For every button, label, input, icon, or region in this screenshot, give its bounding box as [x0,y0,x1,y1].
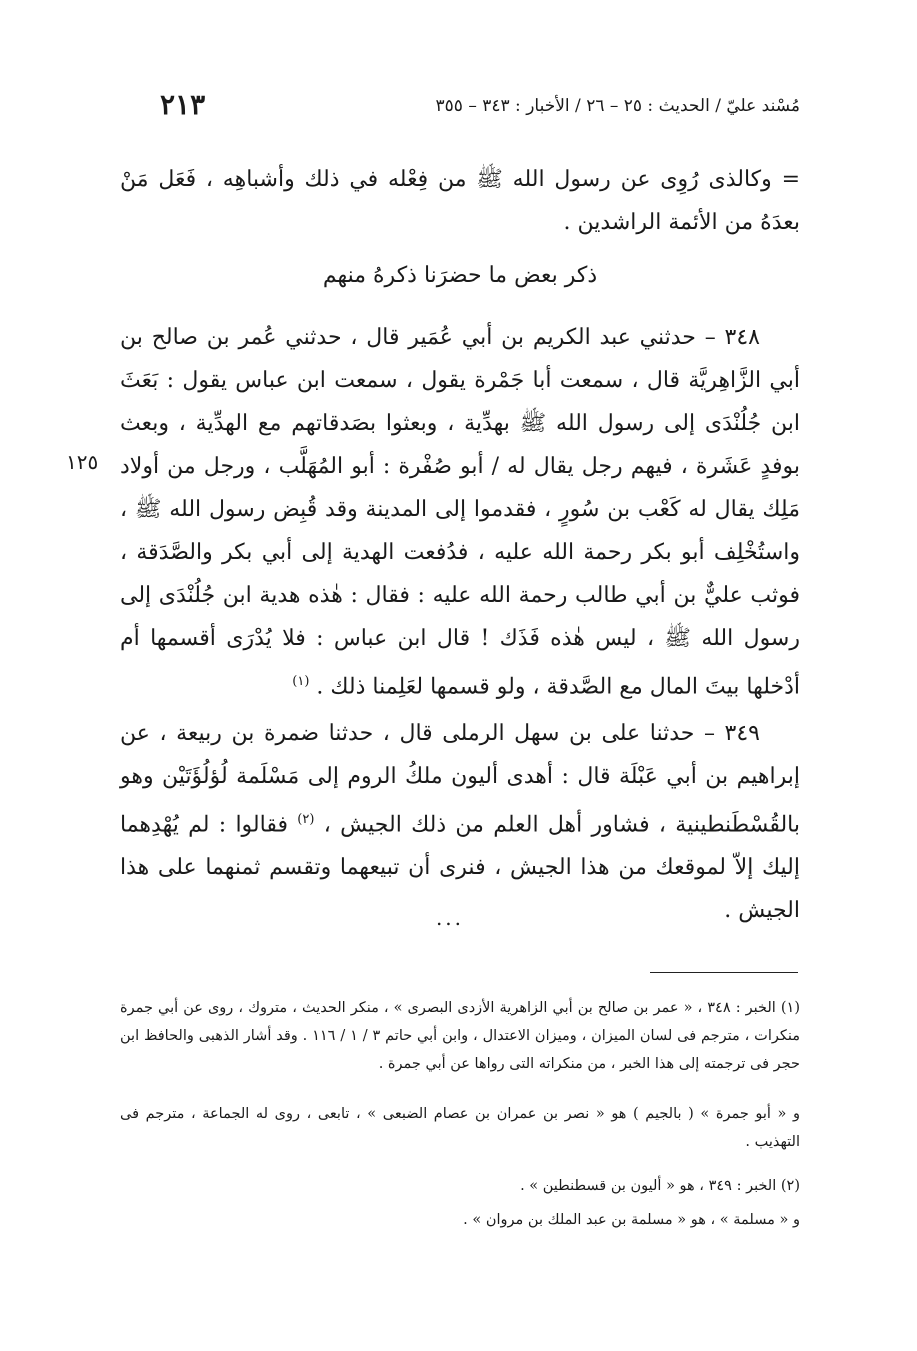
footnote-2-continued [120,1206,800,1234]
footnote-ref-2: (٢) [297,812,315,827]
footnote-2 [120,1172,800,1200]
footnote-1 [120,994,800,1078]
hadith-349 [120,712,800,932]
page-number: ٢١٣ [160,88,206,121]
section-separator: ... [435,906,465,930]
footnote-1-text: (١) الخبر : ٣٤٨ ، « عمر بن صالح بن أبي الزاهرية الأزدى البصرى » ، منكر الحديث ، متروك ، روى عن أبي جمرة منكرات ، مترجم فى لسان الميزان ، وميزان الاعتدال ، وابن أبي حاتم ٣ / ١ / ١١٦ . وقد أشار الذهبى والحافظ ابن حجر فى ترجمته إلى هذا الخبر ، من منكراته التى رواها عن أبي جمرة . [120,1000,801,1072]
footnote-divider [650,972,798,973]
running-title: مُسْند عليّ / الحديث : ٢٥ – ٢٦ / الأخبار : ٣٤٣ – ٣٥٥ [435,96,800,116]
footnote-1-extra: و « أبو جمرة » ( بالجيم ) هو « نصر بن عمران بن عصام الضبعى » ، تابعى ، روى له الجماعة ، مترجم فى التهذيب . [120,1106,800,1150]
footnote-2-extra: و « مسلمة » ، هو « مسلمة بن عبد الملك بن مروان » . [463,1212,800,1228]
continuation-paragraph: = وكالذى رُوِى عن رسول الله ﷺ من فِعْله في ذلك وأشباهِه ، فَعَل مَنْ بعدَهُ من الأئمة الراشدين . [120,167,800,235]
hadith-348 [120,316,800,708]
page-header [120,88,800,128]
margin-page-number: ١٢٥ [66,450,99,474]
section-heading: ذكر بعض ما حضرَنا ذكرهُ منهم [322,263,598,288]
footnote-ref-1: (١) [292,674,310,689]
hadith-348-text: ٣٤٨ – حدثني عبد الكريم بن أبي عُمَير قال ، حدثني عُمر بن صالح بن أبي الزَّاهِريَّة قال ، سمعت أبا جَمْرة يقول ، سمعت ابن عباس يقول : بَعَثَ ابن جُلُنْدَى إلى رسول الله ﷺ بهدِّية ، وبعثوا بصَدقاتهم مع الهدِّية ، وبعث بوفدٍ عَشَرة ، فيهم رجل يقال له / أبو صُفْرة : أبو المُهَلَّب ، ورجل من أولاد مَلِك يقال له كَعْب بن سُورٍ ، فقدموا إلى المدينة وقد قُبِض رسول الله ﷺ ، واستُخْلِف أبو بكر رحمة الله عليه ، فدُفعت الهدية إلى أبي بكر والصَّدَقة ، فوثب عليٌّ بن أبي طالب رحمة الله عليه : فقال : هٰذه هدية ابن جُلُنْدَى إلى رسول الله ﷺ ، ليس هٰذه فَذَك ! قال ابن عباس : فلا يُدْرَى أقسمها أم أدْخلها بيتَ المال مع الصَّدقة ، ولو قسمها لعَلِمنا ذلك . [120,325,800,700]
hadith-349-text-a: ٣٤٩ – حدثنا على بن سهل الرملى قال ، حدثنا ضمرة بن ربيعة ، عن إبراهيم بن أبي عَبْلَة قال : أهدى أليون ملكُ الروم إلى مَسْلَمة لُؤلُؤَتَيْن وهو بالقُسْطَنطينية ، فشاور أهل العلم من ذلك الجيش ، [120,721,801,838]
footnote-2-text: (٢) الخبر : ٣٤٩ ، هو « أليون بن قسطنطين » . [520,1178,800,1194]
footnote-1-continued [120,1100,800,1156]
hadith-349-text-b: فقالوا : لم يُهْدِهما إليك إلاّ لموقعك من هذا الجيش ، فنرى أن تبيعهما وتقسم ثمنهما على هذا الجيش . [120,812,800,924]
